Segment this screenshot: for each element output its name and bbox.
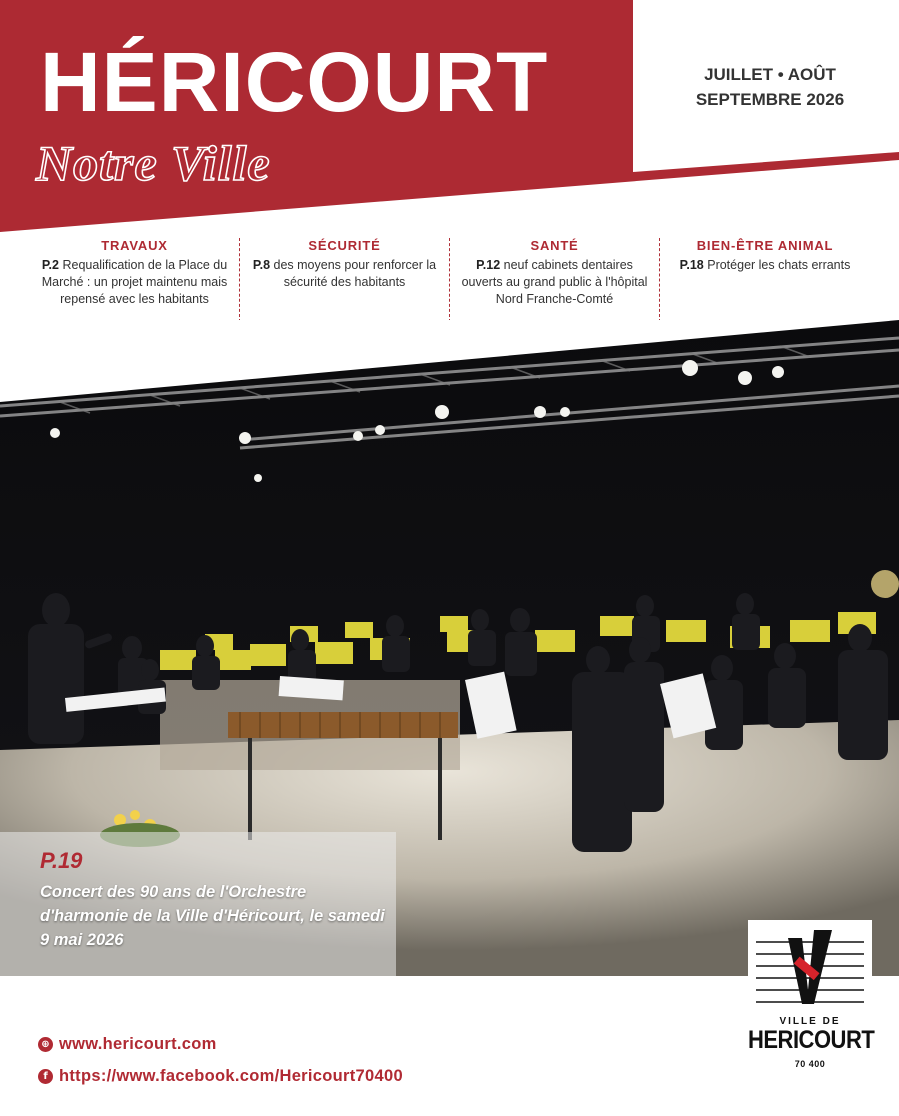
- footer-links: [38, 1028, 403, 1092]
- masthead: [0, 0, 899, 240]
- facebook-url: https://www.facebook.com/Hericourt70400: [59, 1066, 403, 1085]
- topic-category: SÉCURITÉ: [308, 238, 381, 253]
- table-of-contents: [30, 238, 870, 322]
- topic-securite[interactable]: [240, 238, 450, 322]
- issue-months-year: SEPTEMBRE 2026: [695, 90, 845, 109]
- photo-caption: Concert des 90 ans de l'Orchestre d'harmonie de la Ville d'Héricourt, le samedi 9 mai 2026: [40, 883, 385, 949]
- issue-months: JUILLET • AOÛT: [704, 65, 836, 84]
- topic-description: [38, 257, 231, 308]
- issue-date: [680, 62, 860, 112]
- topic-travaux[interactable]: [30, 238, 240, 322]
- topic-sante[interactable]: [450, 238, 660, 322]
- topic-text: neuf cabinets dentaires ouverts au grand public à l'hôpital Nord Franche-Comté: [461, 258, 648, 306]
- caption-page-number: P.19: [40, 848, 83, 873]
- topic-description: [668, 257, 862, 274]
- facebook-icon: f: [38, 1069, 53, 1084]
- topic-text: Requalification de la Place du Marché : un projet maintenu mais repensé avec les habitants: [41, 258, 228, 306]
- topic-category: TRAVAUX: [101, 238, 168, 253]
- topic-description: [458, 257, 651, 308]
- topic-page-number: P.12: [476, 258, 501, 272]
- magazine-subtitle: Notre Ville: [36, 135, 271, 191]
- topic-text: Protéger les chats errants: [707, 258, 851, 272]
- town-emblem-icon: [748, 920, 872, 1016]
- website-url: www.hericourt.com: [59, 1034, 217, 1053]
- town-logo: [748, 920, 875, 1078]
- facebook-link[interactable]: [38, 1060, 403, 1092]
- website-link[interactable]: [38, 1028, 403, 1060]
- logo-text-town-name: HERICOURT: [748, 1025, 875, 1054]
- topic-description: [248, 257, 441, 291]
- topic-page-number: P.18: [679, 258, 704, 272]
- magazine-title: HÉRICOURT: [40, 35, 549, 129]
- topic-bien-etre-animal[interactable]: [660, 238, 870, 322]
- topic-text: des moyens pour renforcer la sécurité des habitants: [273, 258, 437, 289]
- logo-text-postcode: 70 400: [794, 1059, 826, 1069]
- logo-text-ville-de: VILLE DE: [779, 1016, 841, 1027]
- topic-category: BIEN-ÊTRE ANIMAL: [696, 238, 834, 253]
- topic-category: SANTÉ: [530, 238, 579, 253]
- topic-page-number: P.8: [252, 258, 271, 272]
- globe-icon: ⊕: [38, 1037, 53, 1052]
- topic-page-number: P.2: [41, 258, 59, 272]
